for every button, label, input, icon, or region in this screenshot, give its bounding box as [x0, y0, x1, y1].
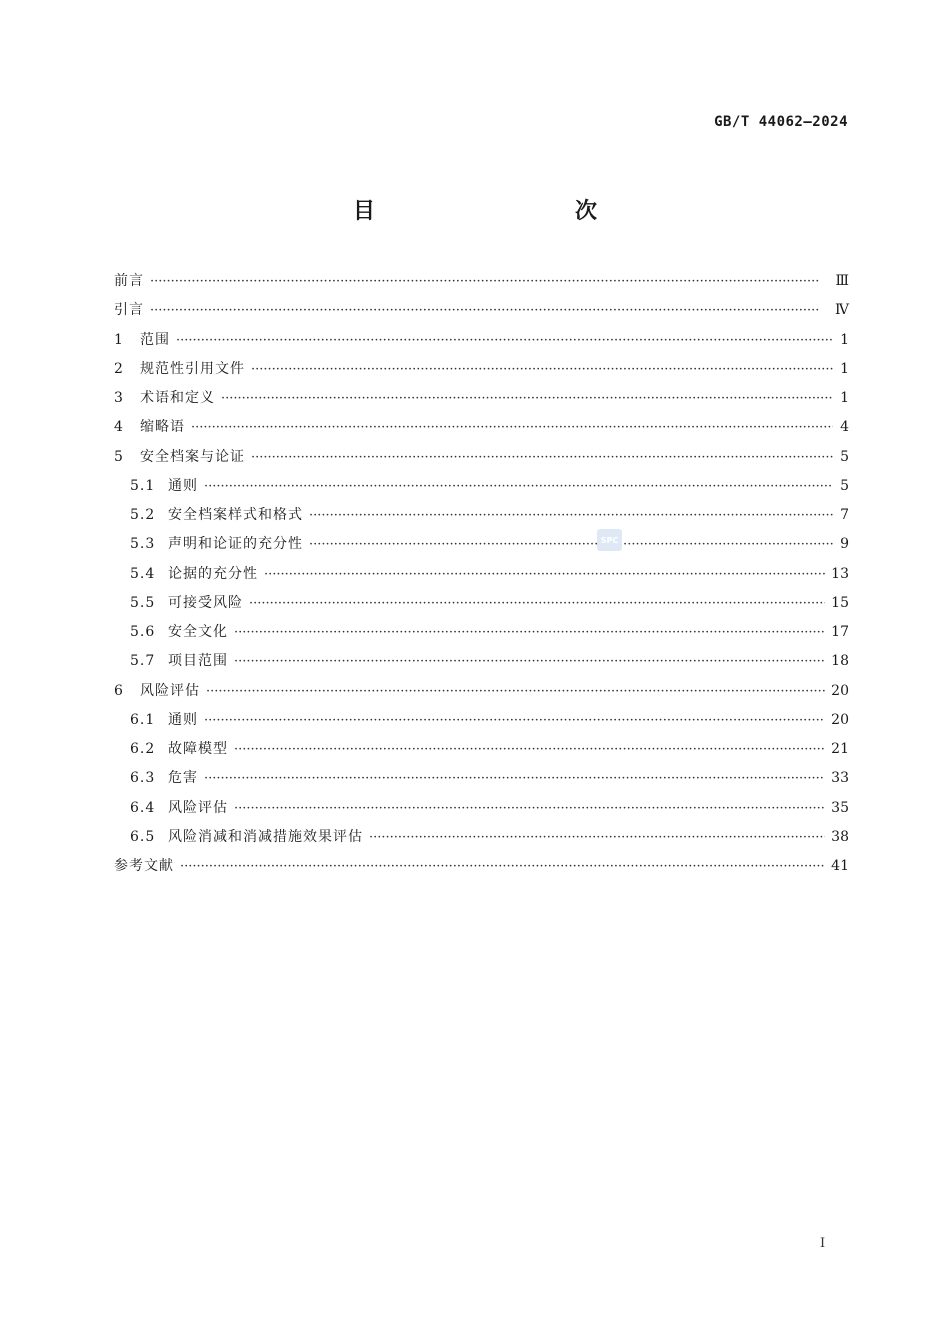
toc-entry[interactable]: [114, 446, 849, 475]
toc-entry-title: 安全档案样式和格式: [168, 507, 303, 523]
toc-entry-number: 5.7: [130, 653, 156, 670]
toc-entry-page: 4: [840, 419, 849, 436]
toc-entry-title: 风险评估: [140, 682, 200, 699]
toc-entry-page: 5: [840, 448, 849, 465]
dot-leader: [150, 303, 829, 318]
toc-entry-page: Ⅳ: [835, 302, 849, 319]
toc-entry-page: 1: [840, 390, 849, 406]
toc-entry-number: 5.1: [130, 477, 156, 494]
dot-leader: [251, 450, 833, 465]
toc-entry-page: 20: [831, 682, 849, 699]
dot-leader: [221, 391, 833, 406]
toc-entry-number: 5.2: [130, 507, 156, 523]
toc-entry[interactable]: [114, 270, 849, 299]
dot-leader: [309, 537, 833, 552]
toc-entry[interactable]: [114, 299, 849, 328]
toc-entry-title: 风险消减和消减措施效果评估: [168, 828, 363, 845]
dot-leader: [234, 801, 825, 816]
dot-leader: [180, 859, 825, 874]
toc-entry-title: 声明和论证的充分性: [168, 536, 303, 553]
toc-entry-page: 17: [831, 624, 849, 640]
toc-entry[interactable]: [114, 563, 849, 592]
toc-entry-page: 9: [840, 536, 849, 553]
watermark-text: SPC: [600, 535, 619, 545]
toc-entry-number: 5: [114, 448, 124, 465]
toc-entry-title: 安全档案与论证: [140, 448, 245, 465]
toc-entry-page: 41: [831, 858, 849, 874]
dot-leader: [204, 713, 825, 728]
page-number: I: [820, 1236, 826, 1251]
toc-entry-page: 5: [840, 477, 849, 494]
toc-entry[interactable]: [114, 709, 849, 738]
toc-entry-number: 2: [114, 360, 124, 377]
toc-entry[interactable]: [114, 358, 849, 387]
toc-entry-number: 6.2: [130, 741, 156, 757]
toc-entry-title: 规范性引用文件: [140, 360, 245, 377]
toc-entry[interactable]: [114, 738, 849, 767]
toc-entry-title: 故障模型: [168, 741, 228, 757]
dot-leader: [234, 654, 825, 669]
toc-entry-title: 论据的充分性: [168, 565, 258, 582]
dot-leader: [206, 684, 825, 699]
toc-entry[interactable]: [114, 826, 849, 855]
toc-entry-page: 15: [831, 594, 849, 611]
dot-leader: [204, 771, 825, 786]
dot-leader: [264, 567, 825, 582]
dot-leader: [369, 830, 825, 845]
toc-title: 目 次: [352, 199, 649, 224]
toc-entry-number: 3: [114, 390, 124, 406]
toc-entry-title: 通则: [168, 711, 198, 728]
toc-entry-title: 参考文献: [114, 858, 174, 874]
dot-leader: [150, 274, 829, 289]
dot-leader: [309, 508, 833, 523]
toc-entry-title: 引言: [114, 302, 144, 319]
dot-leader: [249, 596, 825, 611]
watermark-logo: [597, 529, 622, 551]
toc-entry-number: 6.1: [130, 711, 156, 728]
toc-entry-page: 18: [831, 653, 849, 670]
dot-leader: [204, 479, 833, 494]
dot-leader: [176, 333, 833, 348]
toc-entry-page: 1: [840, 331, 849, 348]
toc-entry[interactable]: [114, 680, 849, 709]
toc-entry-title: 通则: [168, 477, 198, 494]
dot-leader: [191, 420, 833, 435]
toc-entry-title: 危害: [168, 770, 198, 787]
toc-entry[interactable]: [114, 416, 849, 445]
toc-entry[interactable]: [114, 855, 849, 884]
toc-entry[interactable]: [114, 533, 849, 562]
toc-entry-number: 5.4: [130, 565, 156, 582]
toc-entry-page: 13: [831, 565, 849, 582]
toc-entry-page: 21: [831, 741, 849, 757]
dot-leader: [234, 742, 825, 757]
toc-entry-title: 风险评估: [168, 799, 228, 816]
toc-entry-number: 5.6: [130, 624, 156, 640]
toc-entry-number: 6.5: [130, 828, 156, 845]
dot-leader: [234, 625, 825, 640]
toc-entry[interactable]: [114, 592, 849, 621]
toc-entry-page: 1: [840, 360, 849, 377]
toc-entry-page: Ⅲ: [835, 273, 849, 289]
toc-entry-number: 6.4: [130, 799, 156, 816]
toc-entry-number: 5.3: [130, 536, 156, 553]
toc-entry-page: 7: [840, 507, 849, 523]
toc-entry[interactable]: [114, 387, 849, 416]
toc-entry[interactable]: [114, 504, 849, 533]
toc-entry-number: 5.5: [130, 594, 156, 611]
toc-entry-title: 项目范围: [168, 653, 228, 670]
toc-entry[interactable]: [114, 329, 849, 358]
dot-leader: [251, 362, 833, 377]
toc-entry[interactable]: [114, 650, 849, 679]
table-of-contents: [114, 270, 849, 884]
toc-entry-title: 前言: [114, 273, 144, 289]
toc-entry-page: 38: [831, 828, 849, 845]
toc-entry-page: 20: [831, 711, 849, 728]
toc-entry[interactable]: [114, 621, 849, 650]
toc-entry-title: 范围: [140, 331, 170, 348]
toc-entry-number: 4: [114, 419, 124, 436]
toc-entry-title: 缩略语: [140, 419, 185, 436]
toc-entry-page: 33: [831, 770, 849, 787]
toc-entry[interactable]: [114, 767, 849, 796]
toc-entry[interactable]: [114, 797, 849, 826]
toc-entry-number: 1: [114, 331, 124, 348]
toc-entry-title: 可接受风险: [168, 594, 243, 611]
toc-entry-title: 安全文化: [168, 624, 228, 640]
toc-entry-page: 35: [831, 799, 849, 816]
toc-entry-number: 6: [114, 682, 124, 699]
toc-entry-title: 术语和定义: [140, 390, 215, 406]
standard-code: GB/T 44062—2024: [714, 114, 848, 130]
toc-entry[interactable]: [114, 475, 849, 504]
toc-entry-number: 6.3: [130, 770, 156, 787]
